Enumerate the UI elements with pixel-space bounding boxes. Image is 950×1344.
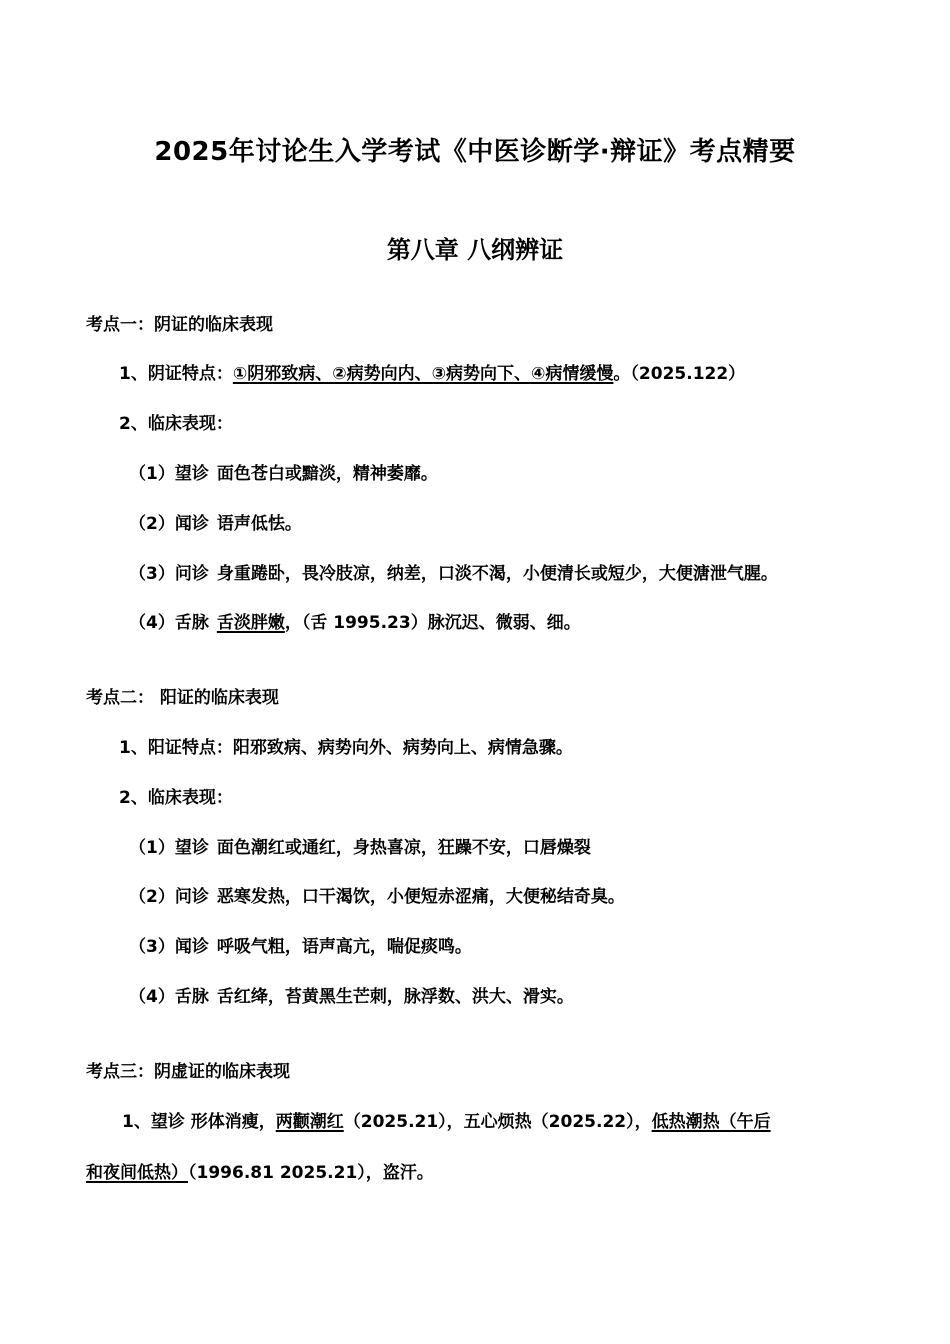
section-heading-3: 考点三：阴虚证的临床表现 (86, 1062, 290, 1082)
item-label: （4）舌脉 (129, 613, 209, 633)
line-prefix: 1、望诊 形体消瘦， (122, 1112, 276, 1132)
item-label: （2）问诊 (129, 887, 209, 907)
chapter-title: 第八章 八纲辨证 (386, 236, 564, 264)
item-label: （3）问诊 (129, 564, 209, 584)
yin-feature-underlined: ①阴邪致病、②病势向内、③病势向下、④病情缓慢 (232, 364, 614, 384)
yang-item-1 (129, 836, 591, 860)
section-heading-1: 考点一：阴证的临床表现 (86, 315, 273, 335)
yin-item-3 (129, 562, 778, 586)
item-text: 面色苍白或黯淡，精神萎靡。 (216, 464, 438, 484)
item-label: （1）望诊 (129, 464, 209, 484)
yin-item-2 (129, 512, 302, 536)
yin-feature-line (119, 362, 745, 386)
yang-item-2 (129, 885, 625, 909)
underlined-cheeks: 两颧潮红 (275, 1112, 344, 1132)
yin-deficiency-line-1 (122, 1110, 771, 1134)
yin-deficiency-line-2 (86, 1161, 434, 1185)
item-text: 面色潮红或通红，身热喜凉，狂躁不安，口唇燥裂 (216, 838, 591, 858)
item-label: （3）闻诊 (129, 937, 209, 957)
underlined-fever: 低热潮热（午后 (651, 1112, 771, 1132)
item-text: 身重踡卧，畏冷肢凉，纳差，口淡不渴，小便清长或短少，大便溏泄气腥。 (216, 564, 778, 584)
yang-feature-line: 1、阳证特点：阳邪致病、病势向外、病势向上、病情急骤。 (119, 738, 573, 758)
line-suffix: （1996.81 2025.21），盗汗。 (188, 1163, 434, 1183)
yin-item-4 (129, 611, 581, 635)
item-label: （2）闻诊 (129, 514, 209, 534)
item-text: 恶寒发热，口干渴饮，小便短赤涩痛，大便秘结奇臭。 (216, 887, 625, 907)
item-text: 呼吸气粗，语声高亢，喘促痰鸣。 (216, 937, 472, 957)
yin-item-1 (129, 462, 438, 486)
line-middle: （2025.21），五心烦热（2025.22）， (343, 1112, 652, 1132)
underlined-fever-cont: 和夜间低热） (86, 1163, 188, 1183)
yin-clinical-label: 2、临床表现： (119, 414, 233, 434)
yang-item-4 (129, 985, 574, 1009)
item-text: ，（舌 1995.23）脉沉迟、微弱、细。 (284, 613, 581, 633)
item-label: （4）舌脉 (129, 987, 209, 1007)
item-text: 语声低怯。 (216, 514, 302, 534)
item-text: 舌红绛，苔黄黑生芒刺，脉浮数、洪大、滑实。 (216, 987, 574, 1007)
yin-feature-suffix: 。（2025.122） (613, 364, 746, 384)
section-heading-2: 考点二： 阳证的临床表现 (86, 688, 279, 708)
item-label: （1）望诊 (129, 838, 209, 858)
page-title: 2025年讨论生入学考试《中医诊断学·辩证》考点精要 (154, 137, 796, 167)
yin-feature-prefix: 1、阴证特点： (119, 364, 233, 384)
yang-item-3 (129, 935, 472, 959)
yang-clinical-label: 2、临床表现： (119, 788, 233, 808)
item-underlined: 舌淡胖嫩 (216, 613, 285, 633)
